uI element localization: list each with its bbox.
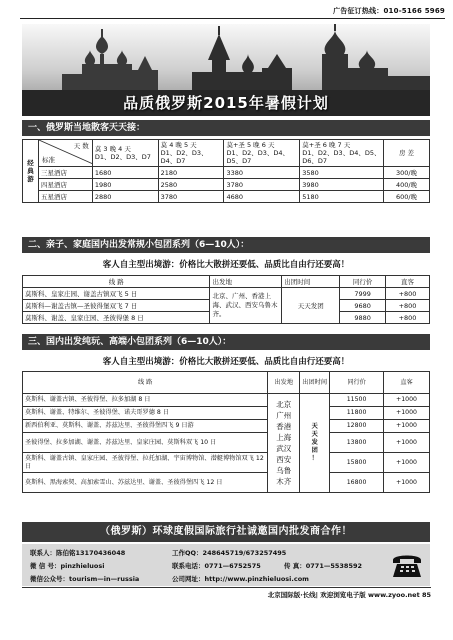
col-header-1: 莫 3 晚 4 天 D1、D2、D3、D7 bbox=[92, 140, 158, 167]
schedule: 天 天 发 团 ！ bbox=[300, 394, 330, 493]
table-row: 莫斯科、谢盖、皇家庄园、圣彼得堡 8 日 9880 +800 bbox=[23, 312, 430, 324]
wechat-id: 微 信 号：pinzhieluosi bbox=[30, 562, 105, 570]
table-row: 莫斯科、谢盖、特维尔、圣彼得堡、诺夫哥罗德 8 日 11800 +1000 bbox=[23, 407, 430, 420]
family-tour-table bbox=[22, 275, 430, 324]
contact-person: 联系人：陈伯铭13170436048 bbox=[30, 549, 126, 557]
col-header-4: 莫+圣 6 晚 7 天 D1、D2、D3、D4、D5、D6、D7 bbox=[300, 140, 384, 167]
contact-panel bbox=[22, 544, 430, 586]
table-row: 三星酒店 1680 2180 3380 3580 300/晚 bbox=[23, 167, 430, 179]
table-header-row: 线 路 出发地 出团时间 同行价 直客 bbox=[23, 372, 430, 394]
standard-label: 标准 bbox=[41, 156, 55, 164]
departure-cities: 北京、广州、香港上海、武汉、西安乌鲁木齐。 bbox=[210, 288, 282, 324]
cooperation-banner: （俄罗斯）环球度假国际旅行社诚邀国内批发商合作！ bbox=[22, 522, 430, 542]
schedule: 天天发团 bbox=[282, 288, 340, 324]
hero-banner bbox=[22, 24, 430, 116]
col-header-2: 莫 4 晚 5 天 D1、D2、D3、D4、D7 bbox=[158, 140, 224, 167]
table-row: 圣彼得堡、拉多加湖、谢盖、苏兹达里、皇家庄园、莫斯科双飞 10 日 13800 +1000 bbox=[23, 433, 430, 453]
table-row: 莫斯科、谢盖古镇、圣彼得堡、拉多加湖 8 日 北京 广州 香港 上海 武汉 西安 乌鲁 木齐 天 天 发 团 ！ 11500 +1000 bbox=[23, 394, 430, 407]
diagonal-header-cell bbox=[38, 140, 92, 167]
telephone-icon bbox=[384, 544, 430, 586]
table-row: 新西伯利亚、莫斯科、谢盖、苏兹达里、圣彼得堡四飞 9 日游 12800 +1000 bbox=[23, 420, 430, 433]
wechat-public: 微信公众号：tourism—in—russia bbox=[30, 575, 140, 583]
table-row: 四星酒店 1980 2580 3780 3980 400/晚 bbox=[23, 179, 430, 191]
table-header-row: 线 路 出发地 出团时间 同行价 直客 bbox=[23, 276, 430, 288]
departure-cities: 北京 广州 香港 上海 武汉 西安 乌鲁 木齐 bbox=[268, 394, 300, 493]
premium-tour-table bbox=[22, 371, 430, 493]
room-diff-header: 房 差 bbox=[384, 140, 430, 167]
col-header-3: 莫+圣 5 晚 6 天 D1、D2、D3、D4、D5、D7 bbox=[224, 140, 300, 167]
section3-title: 三、国内出发纯玩、高端小包团系列（6—10人）： bbox=[22, 334, 430, 350]
section2-promo: 客人自主型出境游：价格比大散拼还要低、品质比自由行还要高！ bbox=[102, 260, 350, 270]
page-footer: 北京国际版·长线| 欢迎浏览电子版 www.zyoo.net 85 bbox=[267, 591, 431, 599]
header-rule bbox=[20, 18, 445, 19]
days-label: 天 数 bbox=[73, 142, 89, 150]
hero-title: 品质俄罗斯2015年暑假计划 bbox=[123, 94, 329, 112]
footer-rule bbox=[22, 587, 431, 588]
table-row: 五星酒店 2880 3780 4680 5180 600/晚 bbox=[23, 191, 430, 203]
side-label: 经 典 游 bbox=[23, 140, 39, 203]
section2-title: 二、亲子、家庭国内出发常规小包团系列（6—10人）： bbox=[22, 237, 430, 253]
contact-fax: 传 真：0771—5538592 bbox=[284, 562, 363, 570]
section3-promo: 客人自主型出境游：价格比大散拼还要低、品质比自由行还要高！ bbox=[102, 357, 350, 367]
section1-title: 一、俄罗斯当地散客天天接： bbox=[22, 120, 430, 136]
table-row: 莫斯科、谢盖古镇、皇家庄园、圣彼得堡、拉托加湖、宇宙博物馆、潜艇博物馆双飞 12 日 15800 +1000 bbox=[23, 453, 430, 473]
table-row: 莫斯科、黑海索契、高加索雪山、苏兹达里、谢盖、圣彼得堡四飞 12 日 16800 +1000 bbox=[23, 473, 430, 493]
table-row: 莫斯科—谢盖古镇—圣彼得堡双飞 7 日 9680 +800 bbox=[23, 300, 430, 312]
ad-hotline: 广告征订热线：010-5166 5969 bbox=[333, 7, 445, 15]
company-website: 公司网址：http://www.pinzhieluosi.com bbox=[172, 575, 309, 583]
classic-tour-price-table bbox=[22, 139, 430, 203]
table-row: 莫斯科、皇家庄园、谢盖古镇双飞 5 日 北京、广州、香港上海、武汉、西安乌鲁木齐。 天天发团 7999 +800 bbox=[23, 288, 430, 300]
work-qq: 工作QQ：248645719/673257495 bbox=[172, 549, 287, 557]
top-header bbox=[0, 0, 453, 22]
contact-tel: 联系电话：0771—6752575 bbox=[172, 562, 261, 570]
